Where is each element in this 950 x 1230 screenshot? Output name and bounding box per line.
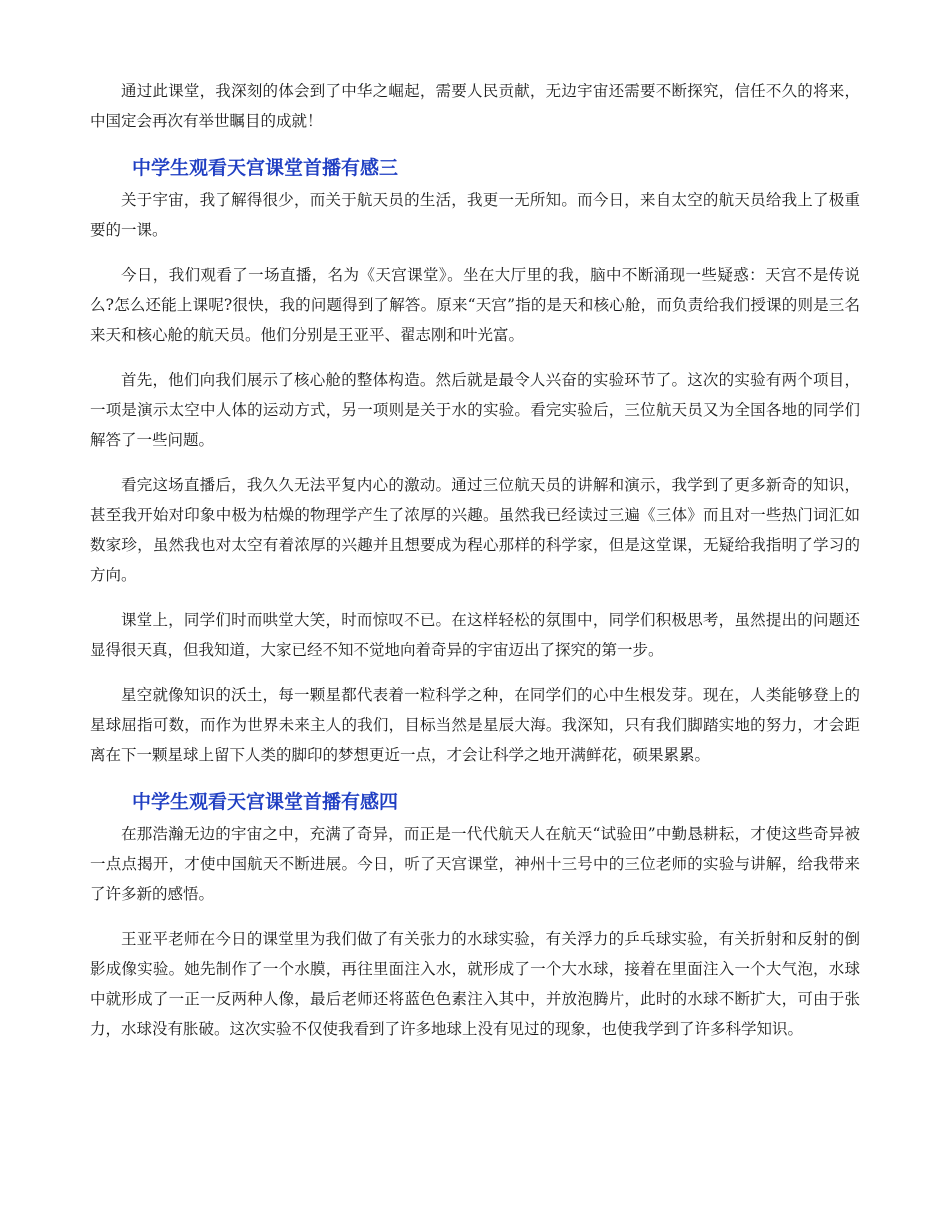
paragraph-4-1: 在那浩瀚无边的宇宙之中，充满了奇异，而正是一代代航天人在航天“试验田”中勤恳耕耘，才使这些奇异被一点点揭开，才使中国航天不断进展。今日，听了天宫课堂，神州十三号中的三位老师的实验与讲解，给我带来了许多新的感悟。: [90, 825, 860, 903]
paragraph-3-4: 看完这场直播后，我久久无法平复内心的激动。通过三位航天员的讲解和演示，我学到了更多新奇的知识，甚至我开始对印象中极为枯燥的物理学产生了浓厚的兴趣。虽然我已经读过三遍《三体》而且对一些热门词汇如数家珍，虽然我也对太空有着浓厚的兴趣并且想要成为程心那样的科学家，但是这堂课，无疑给我指明了学习的方向。: [90, 476, 860, 584]
paragraph-4-2: 王亚平老师在今日的课堂里为我们做了有关张力的水球实验，有关浮力的乒乓球实验，有关折射和反射的倒影成像实验。她先制作了一个水膜，再往里面注入水，就形成了一个大水球，接着在里面注入一个大气泡，水球中就形成了一正一反两种人像，最后老师还将蓝色色素注入其中，并放泡腾片，此时的水球不断扩大，可由于张力，水球没有胀破。这次实验不仅使我看到了许多地球上没有见过的现象，也使我学到了许多科学知识。: [90, 930, 860, 1038]
document-page: [90, 76, 860, 1059]
paragraph-closing-section-2: 通过此课堂，我深刻的体会到了中华之崛起，需要人民贡献，无边宇宙还需要不断探究，信任不久的将来，中国定会再次有举世瞩目的成就！: [90, 82, 860, 130]
paragraph-3-1: 关于宇宙，我了解得很少，而关于航天员的生活，我更一无所知。而今日，来自太空的航天员给我上了极重要的一课。: [90, 191, 860, 239]
paragraph-3-2: 今日，我们观看了一场直播，名为《天宫课堂》。坐在大厅里的我，脑中不断涌现一些疑惑：天宫不是传说么?怎么还能上课呢?很快，我的问题得到了解答。原来“天宫”指的是天和核心舱，而负责给我们授课的则是三名来天和核心舱的航天员。他们分别是王亚平、翟志刚和叶光富。: [90, 266, 860, 344]
section-heading-3: 中学生观看天宫课堂首播有感三: [132, 157, 399, 179]
paragraph-3-6: 星空就像知识的沃土，每一颗星都代表着一粒科学之种，在同学们的心中生根发芽。现在，人类能够登上的星球屈指可数，而作为世界未来主人的我们，目标当然是星辰大海。我深知，只有我们脚踏实地的努力，才会距离在下一颗星球上留下人类的脚印的梦想更近一点，才会让科学之地开满鲜花，硕果累累。: [90, 686, 860, 764]
paragraph-3-3: 首先，他们向我们展示了核心舱的整体构造。然后就是最令人兴奋的实验环节了。这次的实验有两个项目，一项是演示太空中人体的运动方式，另一项则是关于水的实验。看完实验后，三位航天员又为全国各地的同学们解答了一些问题。: [90, 371, 860, 449]
section-heading-4: 中学生观看天宫课堂首播有感四: [132, 791, 399, 813]
paragraph-3-5: 课堂上，同学们时而哄堂大笑，时而惊叹不已。在这样轻松的氛围中，同学们积极思考，虽然提出的问题还显得很天真，但我知道，大家已经不知不觉地向着奇异的宇宙迈出了探究的第一步。: [90, 611, 860, 659]
